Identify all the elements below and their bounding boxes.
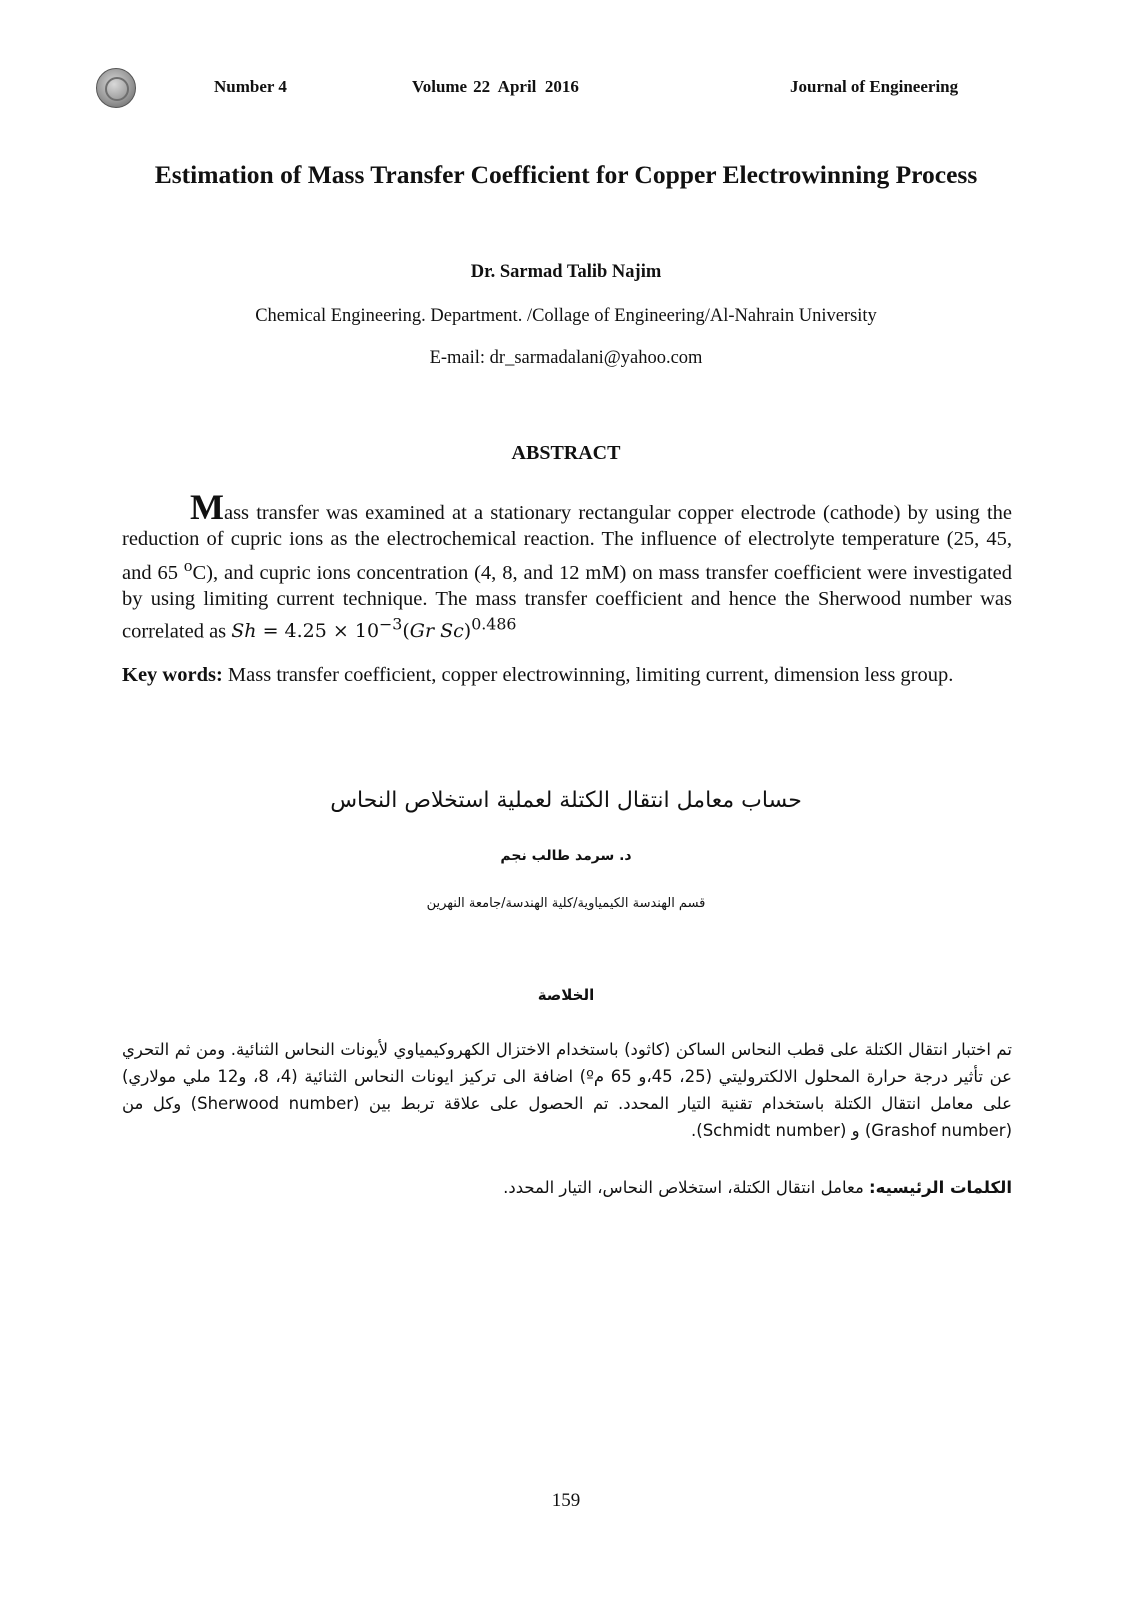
eq-gr-sc: Gr Sc xyxy=(409,620,464,643)
eq-exponent-2: 0.486 xyxy=(471,615,517,635)
keywords-label: Key words: xyxy=(122,664,223,686)
volume-label: Volume xyxy=(412,77,468,96)
abstract-text-2: C), and cupric ions concentration (4, 8, and 12 mM) on mass transfer coefficient were investigated by using limiting current technique. The mass transfer coefficient and hence the Sherwood number was correlated as xyxy=(122,561,1012,643)
abstract-text-1: ass transfer was examined at a stationary rectangular copper electrode (cathode) by using the reduction of cupric ions as the electrochemical reaction. The influence of electrolyte temperature (25, 45, and 65 xyxy=(122,502,1012,584)
journal-logo-icon xyxy=(96,68,136,108)
keywords xyxy=(122,660,1012,691)
issue-date: 22 April 2016 xyxy=(473,77,579,96)
arabic-title: حساب معامل انتقال الكتلة لعملية استخلاص النحاس xyxy=(330,788,802,813)
volume-date xyxy=(412,77,585,97)
abstract-body xyxy=(122,487,1012,645)
paper-title: Estimation of Mass Transfer Coefficient for Copper Electrowinning Process xyxy=(154,160,978,189)
abstract-dropcap: M xyxy=(190,487,224,527)
degree-superscript: o xyxy=(183,555,193,575)
journal-name: Journal of Engineering xyxy=(790,77,959,96)
eq-exponent-1: −3 xyxy=(379,615,403,635)
arabic-abstract xyxy=(122,1036,1012,1144)
arabic-keywords-label: الكلمات الرئيسيه: xyxy=(869,1178,1012,1197)
keywords-text: Mass transfer coefficient, copper electrowinning, limiting current, dimension less group. xyxy=(222,664,954,686)
author-affiliation: Chemical Engineering. Department. /Collage of Engineering/Al-Nahrain University xyxy=(255,306,877,326)
arabic-author: د. سرمد طالب نجم xyxy=(500,848,632,864)
arabic-keywords-text: معامل انتقال الكتلة، استخلاص النحاس، التيار المحدد. xyxy=(503,1178,870,1197)
eq-paren-open: ( xyxy=(402,620,410,643)
eq-mid: = 4.25 × 10 xyxy=(256,620,380,643)
author-name: Dr. Sarmad Talib Najim xyxy=(470,262,662,282)
sherwood-equation xyxy=(231,615,517,643)
abstract-heading: ABSTRACT xyxy=(511,442,621,464)
arabic-keywords xyxy=(122,1174,1012,1201)
eq-paren-close: ) xyxy=(463,620,472,643)
eq-lhs: Sh xyxy=(231,620,257,643)
arabic-abstract-heading: الخلاصة xyxy=(537,986,595,1004)
arabic-abstract-text: تم اختبار انتقال الكتلة على قطب النحاس الساكن (كاثود) باستخدام الاختزال الكهروكيمياوي لأيونات النحاس الثنائية. ومن ثم التحري عن تأثير درجة حرارة المحلول الالكتروليتي (25، 45،و 65 مº) اضافة الى تركيز ايونات النحاس الثنائية (4، 8، و12 ملي مولاري) على معامل انتقال الكتلة باستخدام تقنية التيار المحدد. تم الحصول على علاقة تربط بين (Sherwood number) وكل من (Grashof number) و (Schmidt number). xyxy=(122,1040,1013,1140)
page-number: 159 xyxy=(551,1490,581,1511)
issue-number: Number 4 xyxy=(214,77,287,96)
arabic-affiliation: قسم الهندسة الكيمياوية/كلية الهندسة/جامعة النهرين xyxy=(426,896,706,911)
author-email: E-mail: dr_sarmadalani@yahoo.com xyxy=(429,348,703,368)
